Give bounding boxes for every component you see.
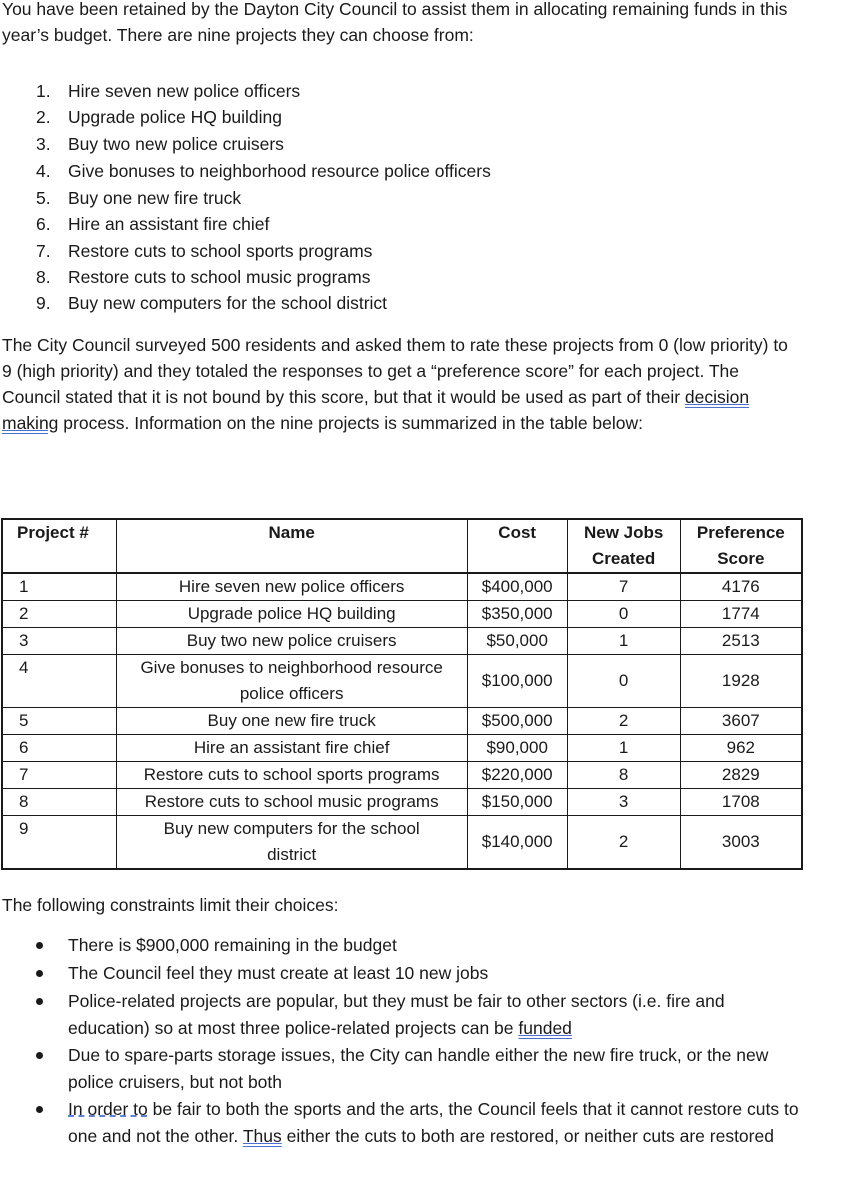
- cell-project: 1: [2, 573, 116, 601]
- survey-paragraph: [2, 332, 802, 436]
- cell-name: Hire an assistant fire chief: [116, 735, 467, 762]
- list-item: [36, 211, 736, 237]
- header-project-number: Project #: [2, 519, 116, 573]
- table-row: [2, 789, 802, 816]
- cell-jobs: 2: [567, 816, 680, 870]
- list-number: 1.: [36, 81, 51, 101]
- cell-jobs: 0: [567, 655, 680, 708]
- survey-text-end: process. Information on the nine projects is summarized in the table below:: [58, 413, 644, 433]
- table-row: [2, 762, 802, 789]
- list-item: [36, 131, 736, 157]
- header-new-jobs-text: New Jobs Created: [583, 523, 664, 568]
- list-item-text: Hire an assistant fire chief: [68, 214, 270, 234]
- header-cost: Cost: [467, 519, 567, 573]
- cell-name: Restore cuts to school sports programs: [116, 762, 467, 789]
- constraint-text: Due to spare-parts storage issues, the City can handle either the new fire truck, or the new police cruisers, but not both: [68, 1045, 769, 1092]
- constraint-text: be fair to both the sports and the arts, the Council feels that it cannot restore cuts to one and not the other.: [68, 1099, 799, 1146]
- cell-name: [116, 655, 467, 708]
- list-item: [36, 932, 806, 959]
- list-number: 5.: [36, 188, 51, 208]
- cell-project: 4: [2, 655, 116, 708]
- cell-pref: 962: [680, 735, 802, 762]
- table-row: [2, 655, 802, 708]
- cell-project: 6: [2, 735, 116, 762]
- cell-pref: 4176: [680, 573, 802, 601]
- bullet-icon: [36, 970, 43, 977]
- table-row: [2, 708, 802, 735]
- spelling-underline-text: funded: [518, 1018, 572, 1038]
- cell-pref: 1708: [680, 789, 802, 816]
- cell-project: 3: [2, 628, 116, 655]
- list-item-text: Buy new computers for the school district: [68, 293, 388, 313]
- cell-name: Restore cuts to school music programs: [116, 789, 467, 816]
- cell-jobs: 7: [567, 573, 680, 601]
- list-item: [36, 264, 736, 290]
- cell-jobs: 1: [567, 628, 680, 655]
- cell-pref: 1928: [680, 655, 802, 708]
- list-item: [36, 1042, 806, 1096]
- list-item: [36, 290, 736, 316]
- cell-pref: 2829: [680, 762, 802, 789]
- list-item-text: Hire seven new police officers: [68, 81, 301, 101]
- cell-cost: $350,000: [467, 601, 567, 628]
- list-number: 6.: [36, 214, 51, 234]
- project-list: [36, 78, 736, 316]
- table-row: [2, 573, 802, 601]
- constraint-text-end: either the cuts to both are restored, or neither cuts are restored: [281, 1126, 774, 1146]
- cell-name: Upgrade police HQ building: [116, 601, 467, 628]
- cell-name-text: Give bonuses to neighborhood resource police officers: [140, 658, 443, 703]
- cell-name-text: Buy new computers for the school district: [163, 819, 420, 864]
- list-item: [36, 238, 736, 264]
- list-item: [36, 158, 736, 184]
- cell-cost: $150,000: [467, 789, 567, 816]
- constraint-text: Police-related projects are popular, but they must be fair to other sectors (i.e. fire and education) so at most three police-related projects can be: [68, 991, 725, 1038]
- cell-project: 2: [2, 601, 116, 628]
- list-item: [36, 185, 736, 211]
- cell-project: 7: [2, 762, 116, 789]
- cell-project: 8: [2, 789, 116, 816]
- cell-name: Buy one new fire truck: [116, 708, 467, 735]
- cell-jobs: 8: [567, 762, 680, 789]
- intro-paragraph: You have been retained by the Dayton City Council to assist them in allocating remaining funds in this year’s budget. There are nine projects they can choose from:: [2, 0, 788, 45]
- constraints-heading: The following constraints limit their choices:: [2, 895, 339, 915]
- list-item: [36, 104, 736, 130]
- cell-project: 5: [2, 708, 116, 735]
- list-item-text: Buy one new fire truck: [68, 188, 242, 208]
- constraints-list: [36, 932, 806, 1150]
- cell-pref: 2513: [680, 628, 802, 655]
- cell-cost: $50,000: [467, 628, 567, 655]
- table-header-row: [2, 519, 802, 573]
- list-item: [36, 78, 736, 104]
- header-new-jobs: [567, 519, 680, 573]
- cell-cost: $140,000: [467, 816, 567, 870]
- list-item-text: Restore cuts to school music programs: [68, 267, 371, 287]
- header-preference-text: Preference Score: [696, 523, 785, 568]
- bullet-icon: [36, 1052, 43, 1059]
- grammar-underline-text: In order to: [68, 1099, 148, 1119]
- bullet-icon: [36, 998, 43, 1005]
- cell-pref: 3003: [680, 816, 802, 870]
- cell-name: [116, 816, 467, 870]
- projects-table: [1, 518, 803, 870]
- table-row: [2, 601, 802, 628]
- list-number: 2.: [36, 107, 51, 127]
- list-item-text: Restore cuts to school sports programs: [68, 241, 373, 261]
- list-item: [36, 960, 806, 987]
- bullet-icon: [36, 942, 43, 949]
- cell-cost: $400,000: [467, 573, 567, 601]
- cell-project: 9: [2, 816, 116, 870]
- bullet-icon: [36, 1106, 43, 1113]
- cell-jobs: 3: [567, 789, 680, 816]
- cell-name: Hire seven new police officers: [116, 573, 467, 601]
- list-item-text: Give bonuses to neighborhood resource police officers: [68, 161, 491, 181]
- list-item-text: Buy two new police cruisers: [68, 134, 284, 154]
- cell-jobs: 2: [567, 708, 680, 735]
- constraint-text: There is $900,000 remaining in the budget: [68, 935, 397, 955]
- header-name: Name: [116, 519, 467, 573]
- list-number: 8.: [36, 267, 51, 287]
- spelling-underline-text: decision making: [2, 387, 750, 433]
- spelling-underline-text: Thus: [242, 1126, 282, 1146]
- cell-jobs: 1: [567, 735, 680, 762]
- cell-cost: $500,000: [467, 708, 567, 735]
- header-preference-score: [680, 519, 802, 573]
- list-number: 7.: [36, 241, 51, 261]
- list-item: [36, 988, 806, 1042]
- table-row: [2, 816, 802, 870]
- cell-pref: 1774: [680, 601, 802, 628]
- list-item-text: Upgrade police HQ building: [68, 107, 283, 127]
- cell-cost: $220,000: [467, 762, 567, 789]
- cell-name: Buy two new police cruisers: [116, 628, 467, 655]
- cell-pref: 3607: [680, 708, 802, 735]
- cell-cost: $90,000: [467, 735, 567, 762]
- list-number: 9.: [36, 293, 51, 313]
- table-row: [2, 628, 802, 655]
- list-item: [36, 1096, 806, 1150]
- constraint-text: The Council feel they must create at least 10 new jobs: [68, 963, 489, 983]
- list-number: 3.: [36, 134, 51, 154]
- table-row: [2, 735, 802, 762]
- cell-cost: $100,000: [467, 655, 567, 708]
- survey-text: The City Council surveyed 500 residents and asked them to rate these projects from 0 (low priority) to 9 (high priority) and they totaled the responses to get a “preference score” for each project. The Council stated that it is not bound by this score, but that it would be used as part of their: [2, 335, 788, 407]
- cell-jobs: 0: [567, 601, 680, 628]
- list-number: 4.: [36, 161, 51, 181]
